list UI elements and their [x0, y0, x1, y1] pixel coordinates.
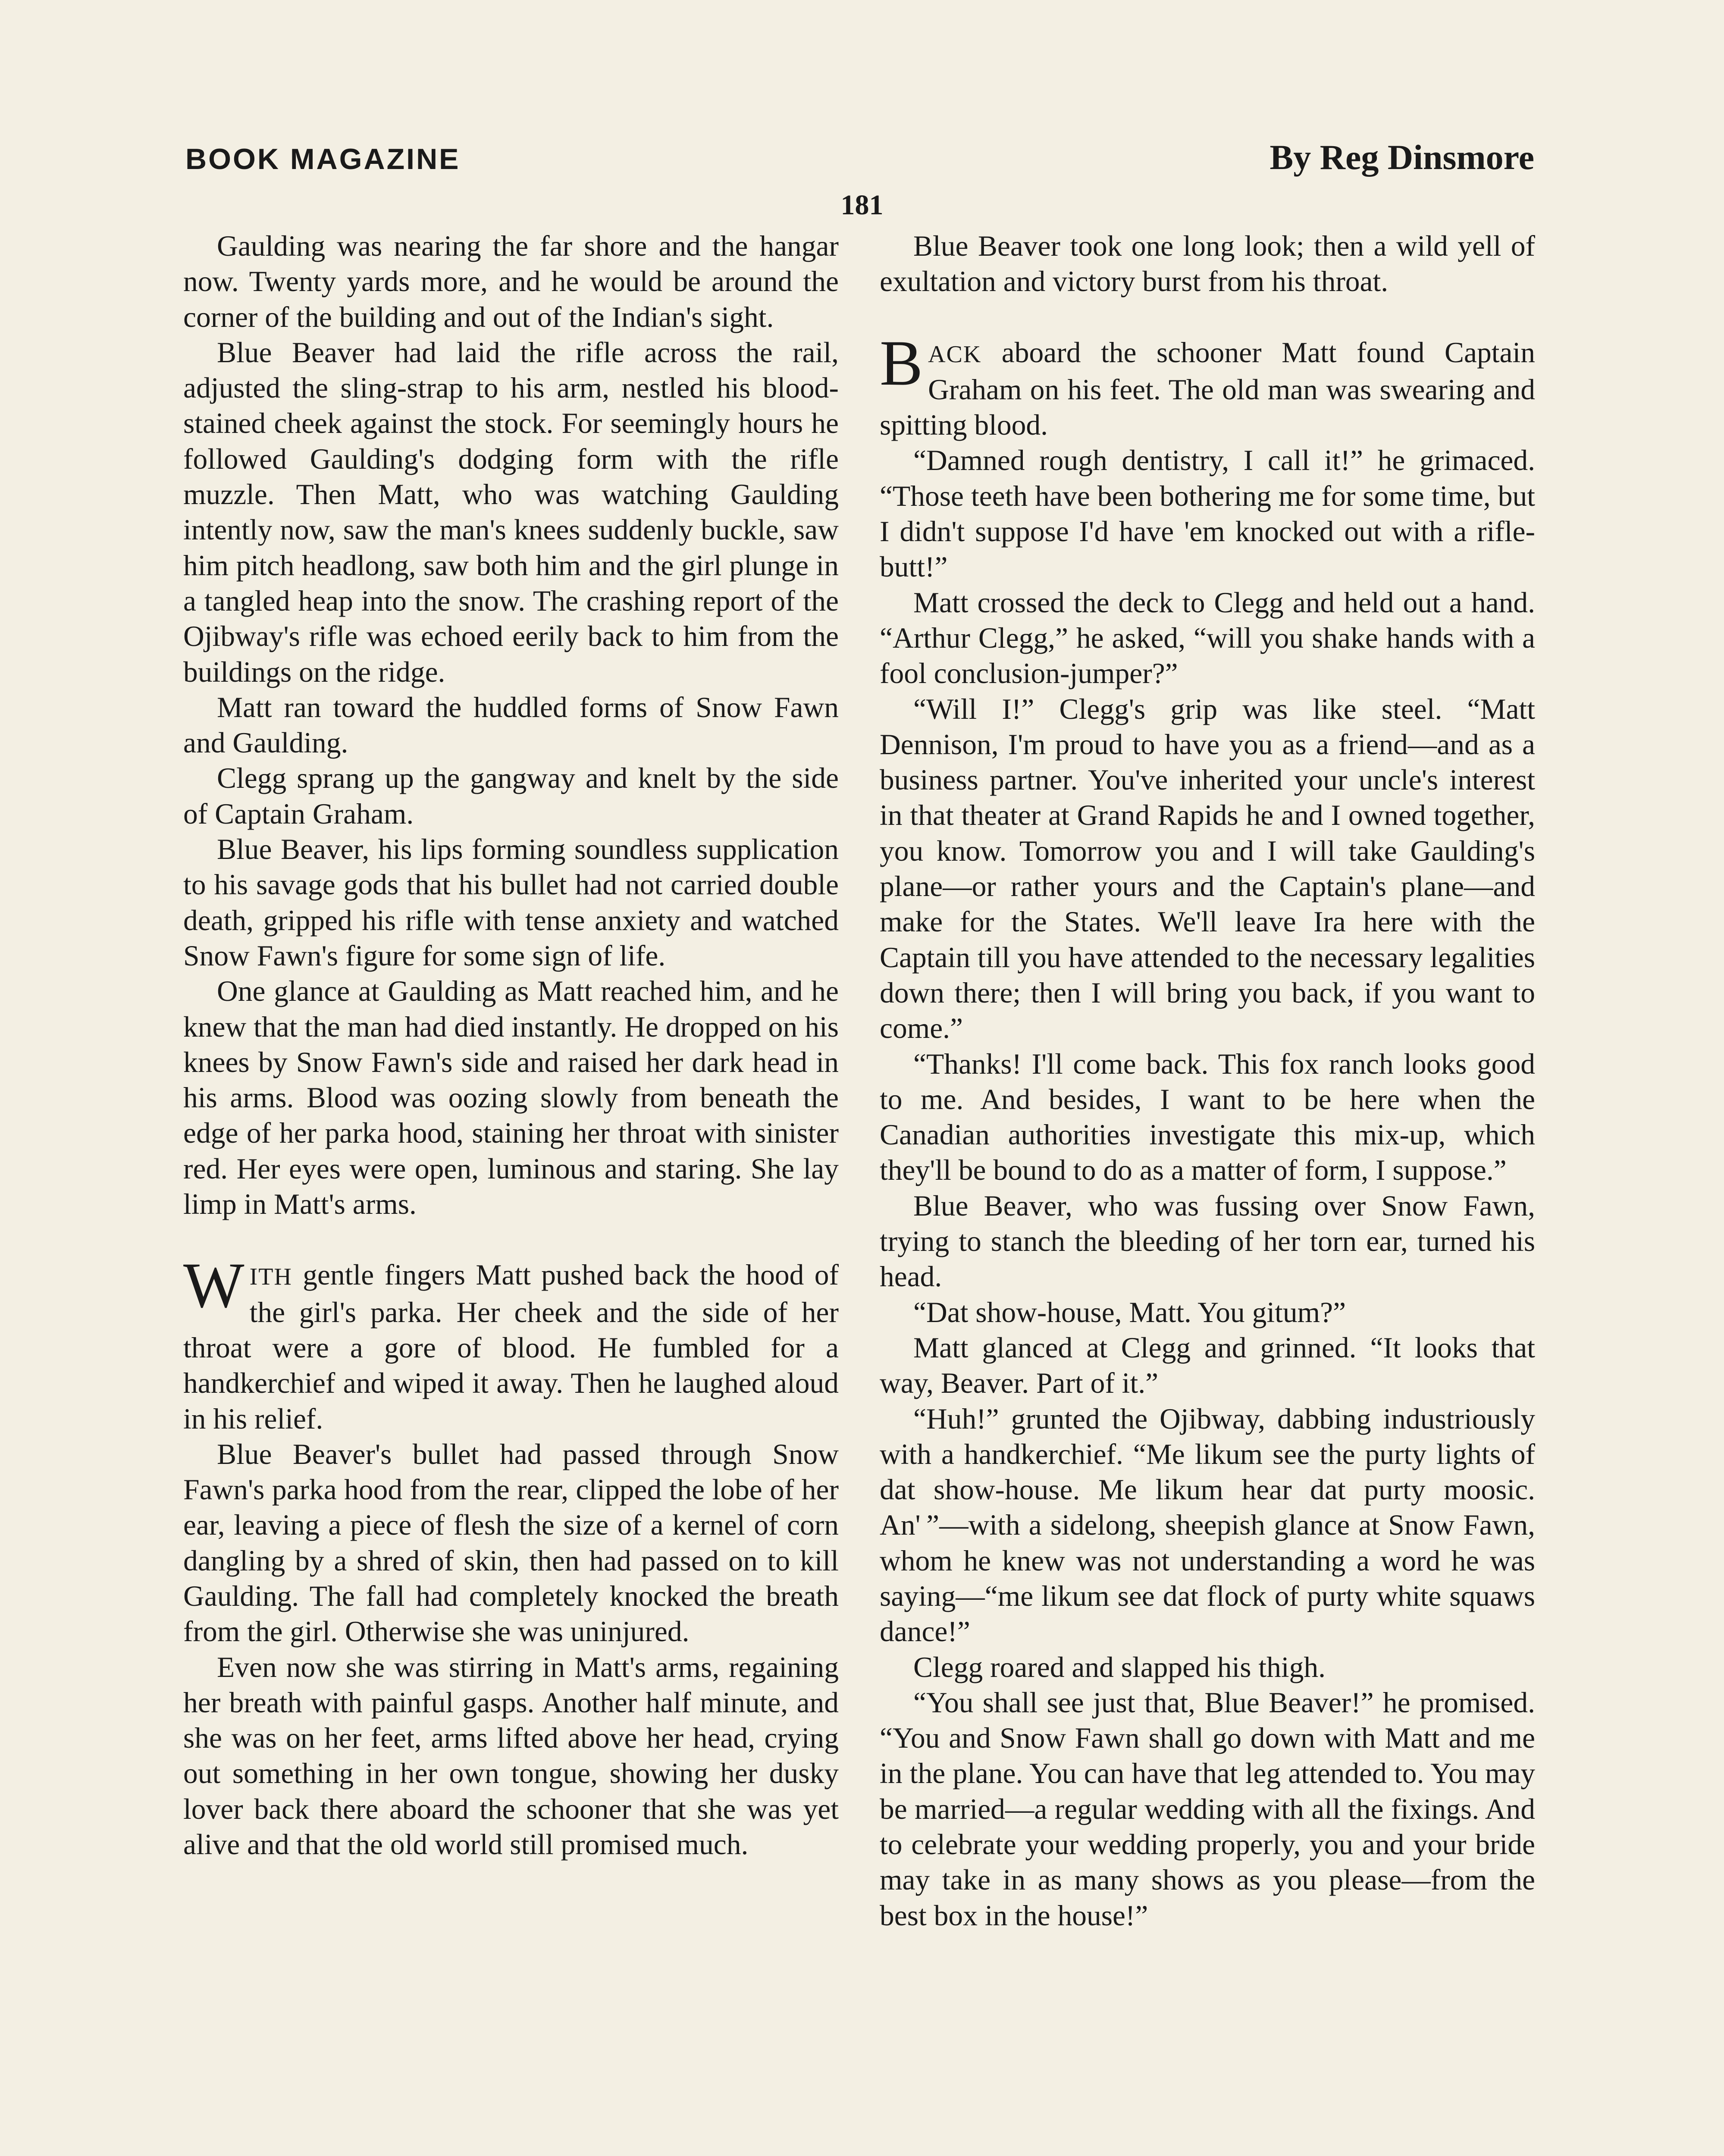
- paragraph: Clegg sprang up the gangway and knelt by the side of Captain Graham.: [183, 762, 839, 830]
- paragraph: “Dat show-house, Matt. You gitum?”: [913, 1296, 1346, 1329]
- section-break-paragraph: [183, 1250, 839, 1436]
- author-byline: By Reg Dinsmore: [1269, 138, 1534, 177]
- paragraph: Blue Beaver, his lips forming soundless supplication to his savage gods that his bullet had not carried double death, gripped his rifle with tense anxiety and watched Snow Fawn's figure for some sign of life.: [183, 833, 839, 972]
- paragraph: Matt ran toward the huddled forms of Snow Fawn and Gaulding.: [183, 691, 839, 759]
- right-column: [880, 229, 1535, 1934]
- paragraph: One glance at Gaulding as Matt reached him, and he knew that the man had died instantly. He dropped on his knees by Snow Fawn's side and raised her dark head in his arms. Blood was oozing slowly from beneath the edge of her parka hood, staining her throat with sinister red. Her eyes were open, luminous and staring. She lay limp in Matt's arms.: [183, 975, 839, 1221]
- small-caps-lead: ITH: [249, 1263, 292, 1291]
- paragraph: Blue Beaver, who was fussing over Snow Fawn, trying to stanch the bleeding of her torn ear, turned his head.: [880, 1189, 1535, 1293]
- paragraph: Blue Beaver's bullet had passed through Snow Fawn's parka hood from the rear, clipped the lobe of her ear, leaving a piece of flesh the size of a kernel of corn dangling by a shred of skin, then had passed on to kill Gaulding. The fall had completely knocked the breath from the girl. Otherwise she was uninjured.: [183, 1438, 839, 1648]
- small-caps-lead: ACK: [928, 341, 982, 368]
- paragraph: Blue Beaver took one long look; then a wild yell of exultation and victory burst from his throat.: [880, 230, 1535, 298]
- paragraph: Matt glanced at Clegg and grinned. “It looks that way, Beaver. Part of it.”: [880, 1331, 1535, 1400]
- magazine-title: BOOK MAGAZINE: [185, 143, 461, 175]
- drop-cap: B: [880, 327, 923, 399]
- paragraph: “You shall see just that, Blue Beaver!” he promised. “You and Snow Fawn shall go down with Matt and me in the plane. You can have that leg attended to. You may be married—a regular wedding with all the fixings. And to celebrate your wedding properly, you and your bride may take in as many shows as you please—from the best box in the house!”: [880, 1686, 1535, 1932]
- paragraph-text: aboard the schooner Matt found Captain Graham on his feet. The old man was swearing and spitting blood.: [880, 336, 1535, 442]
- paragraph: “Thanks! I'll come back. This fox ranch looks good to me. And besides, I want to be here when the Canadian authorities investigate this mix-up, which they'll be bound to do as a matter of form, I suppose.”: [880, 1047, 1535, 1187]
- section-break-paragraph: [880, 327, 1535, 443]
- paragraph: “Will I!” Clegg's grip was like steel. “Matt Dennison, I'm proud to have you as a friend—and as a business partner. You've inherited your uncle's interest in that theater at Grand Rapids he and I owned together, you know. Tomorrow you and I will take Gaulding's plane—or rather yours and the Captain's plane—and make for the States. We'll leave Ira here with the Captain till you have attended to the necessary legalities down there; then I will bring you back, if you want to come.”: [880, 693, 1535, 1045]
- paragraph: Clegg roared and slapped his thigh.: [913, 1651, 1326, 1683]
- paragraph: Even now she was stirring in Matt's arms, regaining her breath with painful gasps. Another half minute, and she was on her feet, arms lifted above her head, crying out something in her own tongue, showing her dusky lover back there aboard the schooner that she was yet alive and that the old world still promised much.: [183, 1651, 839, 1861]
- paragraph-text: gentle fingers Matt pushed back the hood of the girl's parka. Her cheek and the side of her throat were a gore of blood. He fumbled for a handkerchief and wiped it away. Then he laughed aloud in his relief.: [183, 1259, 839, 1435]
- paragraph: “Damned rough dentistry, I call it!” he grimaced. “Those teeth have been bothering me for some time, but I didn't suppose I'd have 'em knocked out with a rifle-butt!”: [880, 444, 1535, 583]
- paragraph: Blue Beaver had laid the rifle across the rail, adjusted the sling-strap to his arm, nestled his blood-stained cheek against the stock. For seemingly hours he followed Gaulding's dodging form with the rifle muzzle. Then Matt, who was watching Gaulding intently now, saw the man's knees suddenly buckle, saw him pitch headlong, saw both him and the girl plunge in a tangled heap into the snow. The crashing report of the Ojibway's rifle was echoed eerily back to him from the buildings on the ridge.: [183, 336, 839, 688]
- paragraph: Matt crossed the deck to Clegg and held out a hand. “Arthur Clegg,” he asked, “will you shake hands with a fool conclusion-jumper?”: [880, 586, 1535, 690]
- paragraph: “Huh!” grunted the Ojibway, dabbing industriously with a handkerchief. “Me likum see the purty lights of dat show-house. Me likum hear dat purty moosic. An' ”—with a sidelong, sheepish glance at Snow Fawn, whom he knew was not understanding a word he was saying—“me likum see dat flock of purty white squaws dance!”: [880, 1402, 1535, 1648]
- left-column: [183, 229, 839, 1862]
- drop-cap: W: [183, 1250, 244, 1322]
- page-number: 181: [840, 189, 884, 221]
- paragraph: Gaulding was nearing the far shore and the hangar now. Twenty yards more, and he would be around the corner of the building and out of the Indian's sight.: [183, 230, 839, 333]
